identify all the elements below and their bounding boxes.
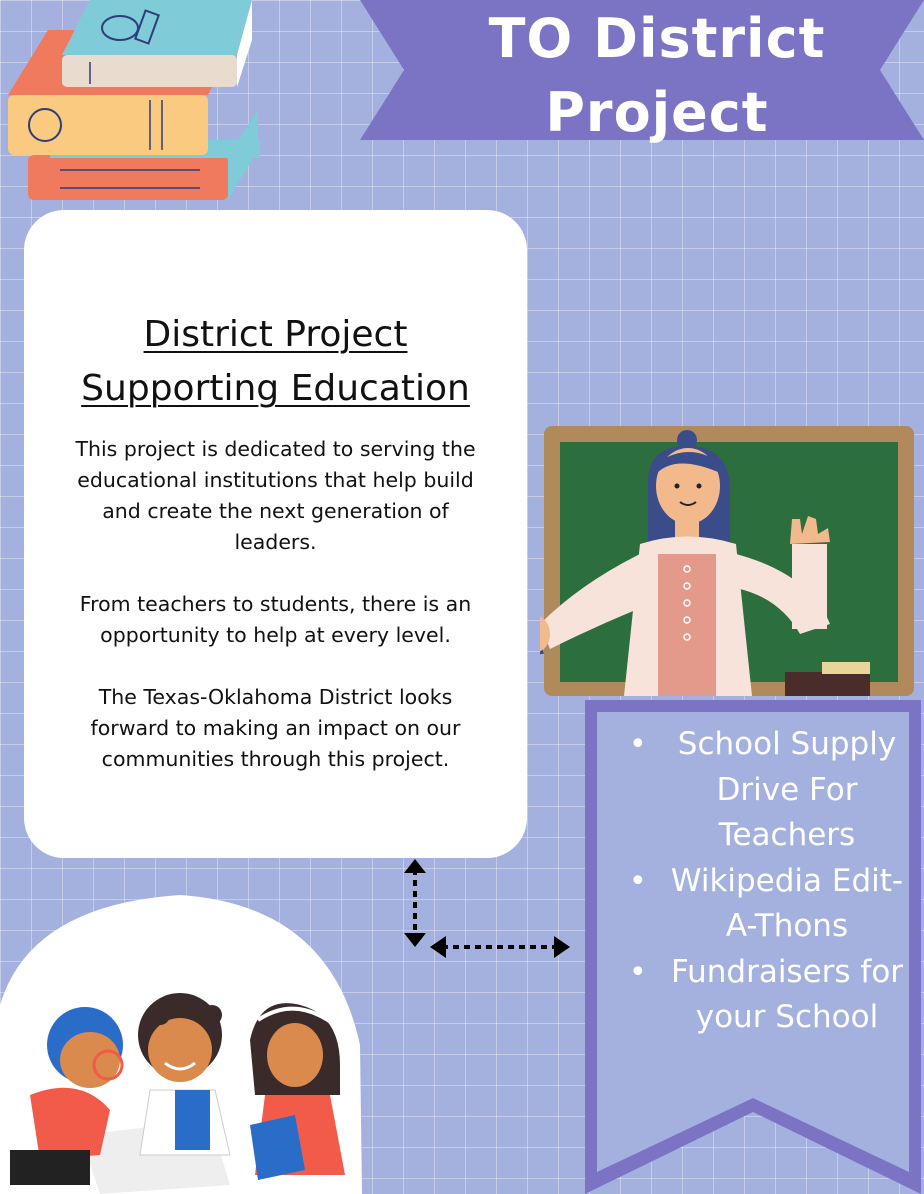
list-item-text: Wikipedia Edit-A-Thons (670, 862, 904, 944)
list-item-text: School Supply Drive For Teachers (677, 726, 897, 853)
card-heading (24, 308, 527, 416)
title-banner (360, 0, 924, 144)
initiatives-panel (585, 700, 921, 1194)
card-paragraph: The Texas-Oklahoma District looks forward to making an impact on our communities through this project. (90, 685, 461, 771)
card-heading-line-2: Supporting Education (81, 368, 470, 409)
children-illustration (0, 895, 362, 1194)
double-arrow-icon (390, 855, 580, 965)
page-title: TO District Project (488, 7, 826, 144)
project-description-card (24, 210, 527, 858)
card-paragraph: From teachers to students, there is an opportunity to help at every level. (79, 592, 472, 647)
bullet-icon: • (629, 863, 647, 899)
bullet-icon: • (629, 954, 647, 990)
card-body (64, 434, 487, 806)
books-illustration (0, 0, 270, 210)
list-item (625, 950, 911, 1041)
list-item (625, 722, 911, 859)
card-heading-line-1: District Project (143, 314, 408, 355)
card-paragraph: This project is dedicated to serving the educational institutions that help build and create the next generation of leaders. (75, 437, 476, 554)
bullet-icon: • (629, 727, 647, 762)
initiatives-list (625, 722, 911, 1041)
list-item-text: Fundraisers for your School (670, 953, 904, 1035)
list-item (625, 859, 911, 950)
teacher-illustration (540, 424, 920, 704)
